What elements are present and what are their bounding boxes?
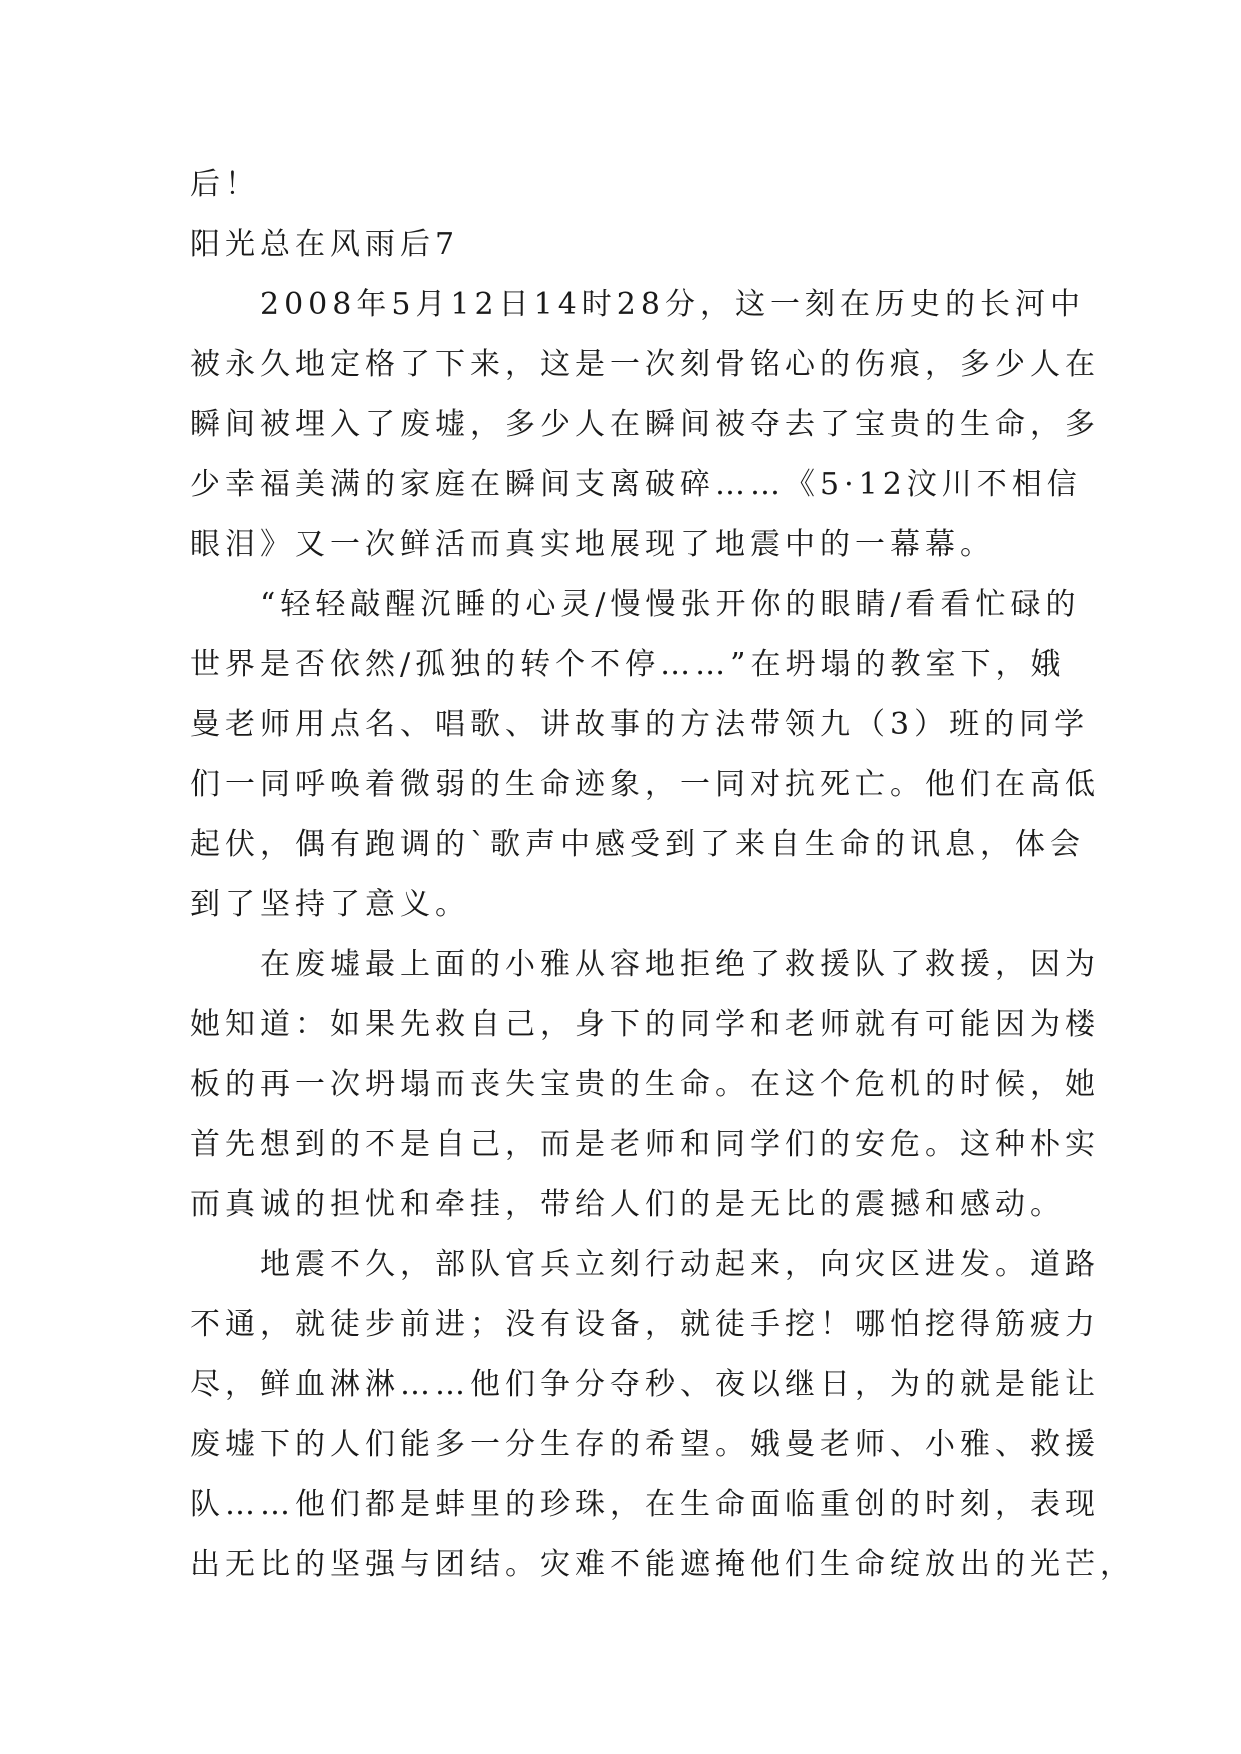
text-line: 起伏，偶有跑调的`歌声中感受到了来自生命的讯息，体会 bbox=[190, 827, 1085, 862]
text-line: 尽，鲜血淋淋……他们争分夺秒、夜以继日，为的就是能让 bbox=[190, 1367, 1100, 1402]
text-line: 到了坚持了意义。 bbox=[190, 887, 470, 922]
text-line: “轻轻敲醒沉睡的心灵/慢慢张开你的眼睛/看看忙碌的 bbox=[190, 587, 1081, 622]
text-line: 后！ bbox=[190, 167, 260, 202]
text-line: 出无比的坚强与团结。灾难不能遮掩他们生命绽放出的光芒， bbox=[190, 1547, 1135, 1582]
text-line: 世界是否依然/孤独的转个不停……”在坍塌的教室下，娥 bbox=[190, 647, 1066, 682]
text-line: 废墟下的人们能多一分生存的希望。娥曼老师、小雅、救援 bbox=[190, 1427, 1100, 1462]
essay-text bbox=[190, 155, 1135, 1595]
text-line: 瞬间被埋入了废墟，多少人在瞬间被夺去了宝贵的生命，多 bbox=[190, 407, 1100, 442]
text-line: 首先想到的不是自己，而是老师和同学们的安危。这种朴实 bbox=[190, 1127, 1100, 1162]
text-line: 眼泪》又一次鲜活而真实地展现了地震中的一幕幕。 bbox=[190, 527, 995, 562]
text-line: 少幸福美满的家庭在瞬间支离破碎……《5·12汶川不相信 bbox=[190, 467, 1082, 502]
essay-title: 阳光总在风雨后7 bbox=[190, 227, 460, 262]
text-line: 不通，就徒步前进；没有设备，就徒手挖！哪怕挖得筋疲力 bbox=[190, 1307, 1100, 1342]
text-line: 队……他们都是蚌里的珍珠，在生命面临重创的时刻，表现 bbox=[190, 1487, 1100, 1522]
text-line: 她知道：如果先救自己，身下的同学和老师就有可能因为楼 bbox=[190, 1007, 1100, 1042]
text-line: 们一同呼唤着微弱的生命迹象，一同对抗死亡。他们在高低 bbox=[190, 767, 1100, 802]
text-line: 而真诚的担忧和牵挂，带给人们的是无比的震撼和感动。 bbox=[190, 1187, 1065, 1222]
text-line: 曼老师用点名、唱歌、讲故事的方法带领九（3）班的同学 bbox=[190, 707, 1090, 742]
text-line: 板的再一次坍塌而丧失宝贵的生命。在这个危机的时候，她 bbox=[190, 1067, 1100, 1102]
text-line: 地震不久，部队官兵立刻行动起来，向灾区进发。道路 bbox=[190, 1247, 1100, 1282]
text-line: 被永久地定格了下来，这是一次刻骨铭心的伤痕，多少人在 bbox=[190, 347, 1100, 382]
text-line: 2008年5月12日14时28分，这一刻在历史的长河中 bbox=[190, 287, 1085, 322]
text-line: 在废墟最上面的小雅从容地拒绝了救援队了救援，因为 bbox=[190, 947, 1100, 982]
